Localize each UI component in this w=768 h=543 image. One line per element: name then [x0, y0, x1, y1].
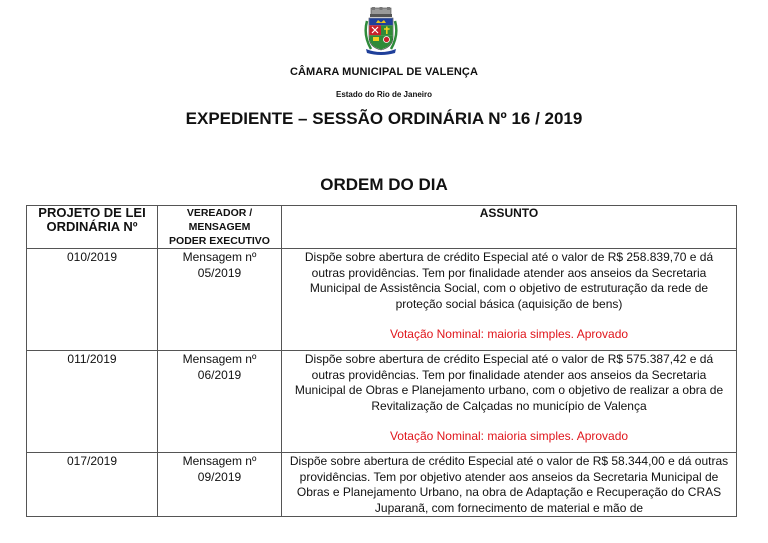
message-label: Mensagem nº: [182, 250, 257, 264]
column-header-author-line: PODER EXECUTIVO: [169, 235, 270, 247]
subject-cell: [282, 249, 737, 351]
table-row: [27, 453, 737, 517]
session-title: EXPEDIENTE – SESSÃO ORDINÁRIA Nº 16 / 2019: [185, 109, 583, 128]
table-header-row: [27, 206, 737, 249]
column-header-author-line: MENSAGEM: [188, 221, 251, 233]
subject-text: Dispõe sobre abertura de crédito Especial até o valor de R$ 58.344,00 e dá outras providências. Tem por objetivo atender aos anseios da Secretaria Municipal de Obras e Planejamento Urbano, na obra de Adaptação e Recuperação do CRAS Juparanã, com fornecimento de material e mão de: [289, 454, 729, 515]
message-number: 05/2019: [197, 265, 242, 280]
agenda-table: [26, 205, 737, 517]
table-row: [27, 351, 737, 453]
message-label: Mensagem nº: [182, 454, 257, 468]
coat-of-arms-icon: [362, 7, 400, 55]
message-number: 09/2019: [197, 469, 242, 484]
message-cell: [158, 453, 282, 517]
column-header-project-line: PROJETO DE LEI: [38, 205, 146, 220]
project-number: 011/2019: [27, 351, 158, 453]
table-row: [27, 249, 737, 351]
column-header-project-line: ORDINÁRIA Nº: [46, 219, 138, 234]
organization-name: CÂMARA MUNICIPAL DE VALENÇA: [289, 66, 479, 78]
vote-result: Votação Nominal: maioria simples. Aprovado: [389, 429, 629, 443]
message-label: Mensagem nº: [182, 352, 257, 366]
agenda-title: ORDEM DO DIA: [320, 175, 448, 194]
column-header-project: [27, 206, 158, 249]
message-cell: [158, 351, 282, 453]
subject-text: Dispõe sobre abertura de crédito Especial até o valor de R$ 575.387,42 e dá outras providências. Tem por finalidade atender aos anseios da Secretaria Municipal de Obras e Planejamento urbano, com o objetivo de realizar a obra de Revitalização de Calçadas no município de Valença: [294, 352, 724, 413]
state-name: Estado do Rio de Janeiro: [335, 90, 432, 99]
column-header-subject: ASSUNTO: [282, 206, 737, 249]
subject-cell: [282, 453, 737, 517]
project-number: 017/2019: [27, 453, 158, 517]
vote-result: Votação Nominal: maioria simples. Aprovado: [389, 327, 629, 341]
project-number: 010/2019: [27, 249, 158, 351]
message-number: 06/2019: [197, 367, 242, 382]
message-cell: [158, 249, 282, 351]
column-header-author-line: VEREADOR /: [186, 207, 253, 219]
subject-cell: [282, 351, 737, 453]
subject-text: Dispõe sobre abertura de crédito Especial até o valor de R$ 258.839,70 e dá outras providências. Tem por finalidade atender aos anseios da Secretaria Municipal de Assistência Social, com o objetivo de estruturação da rede de proteção social básica (aquisição de bens): [304, 250, 714, 311]
column-header-author: [158, 206, 282, 249]
